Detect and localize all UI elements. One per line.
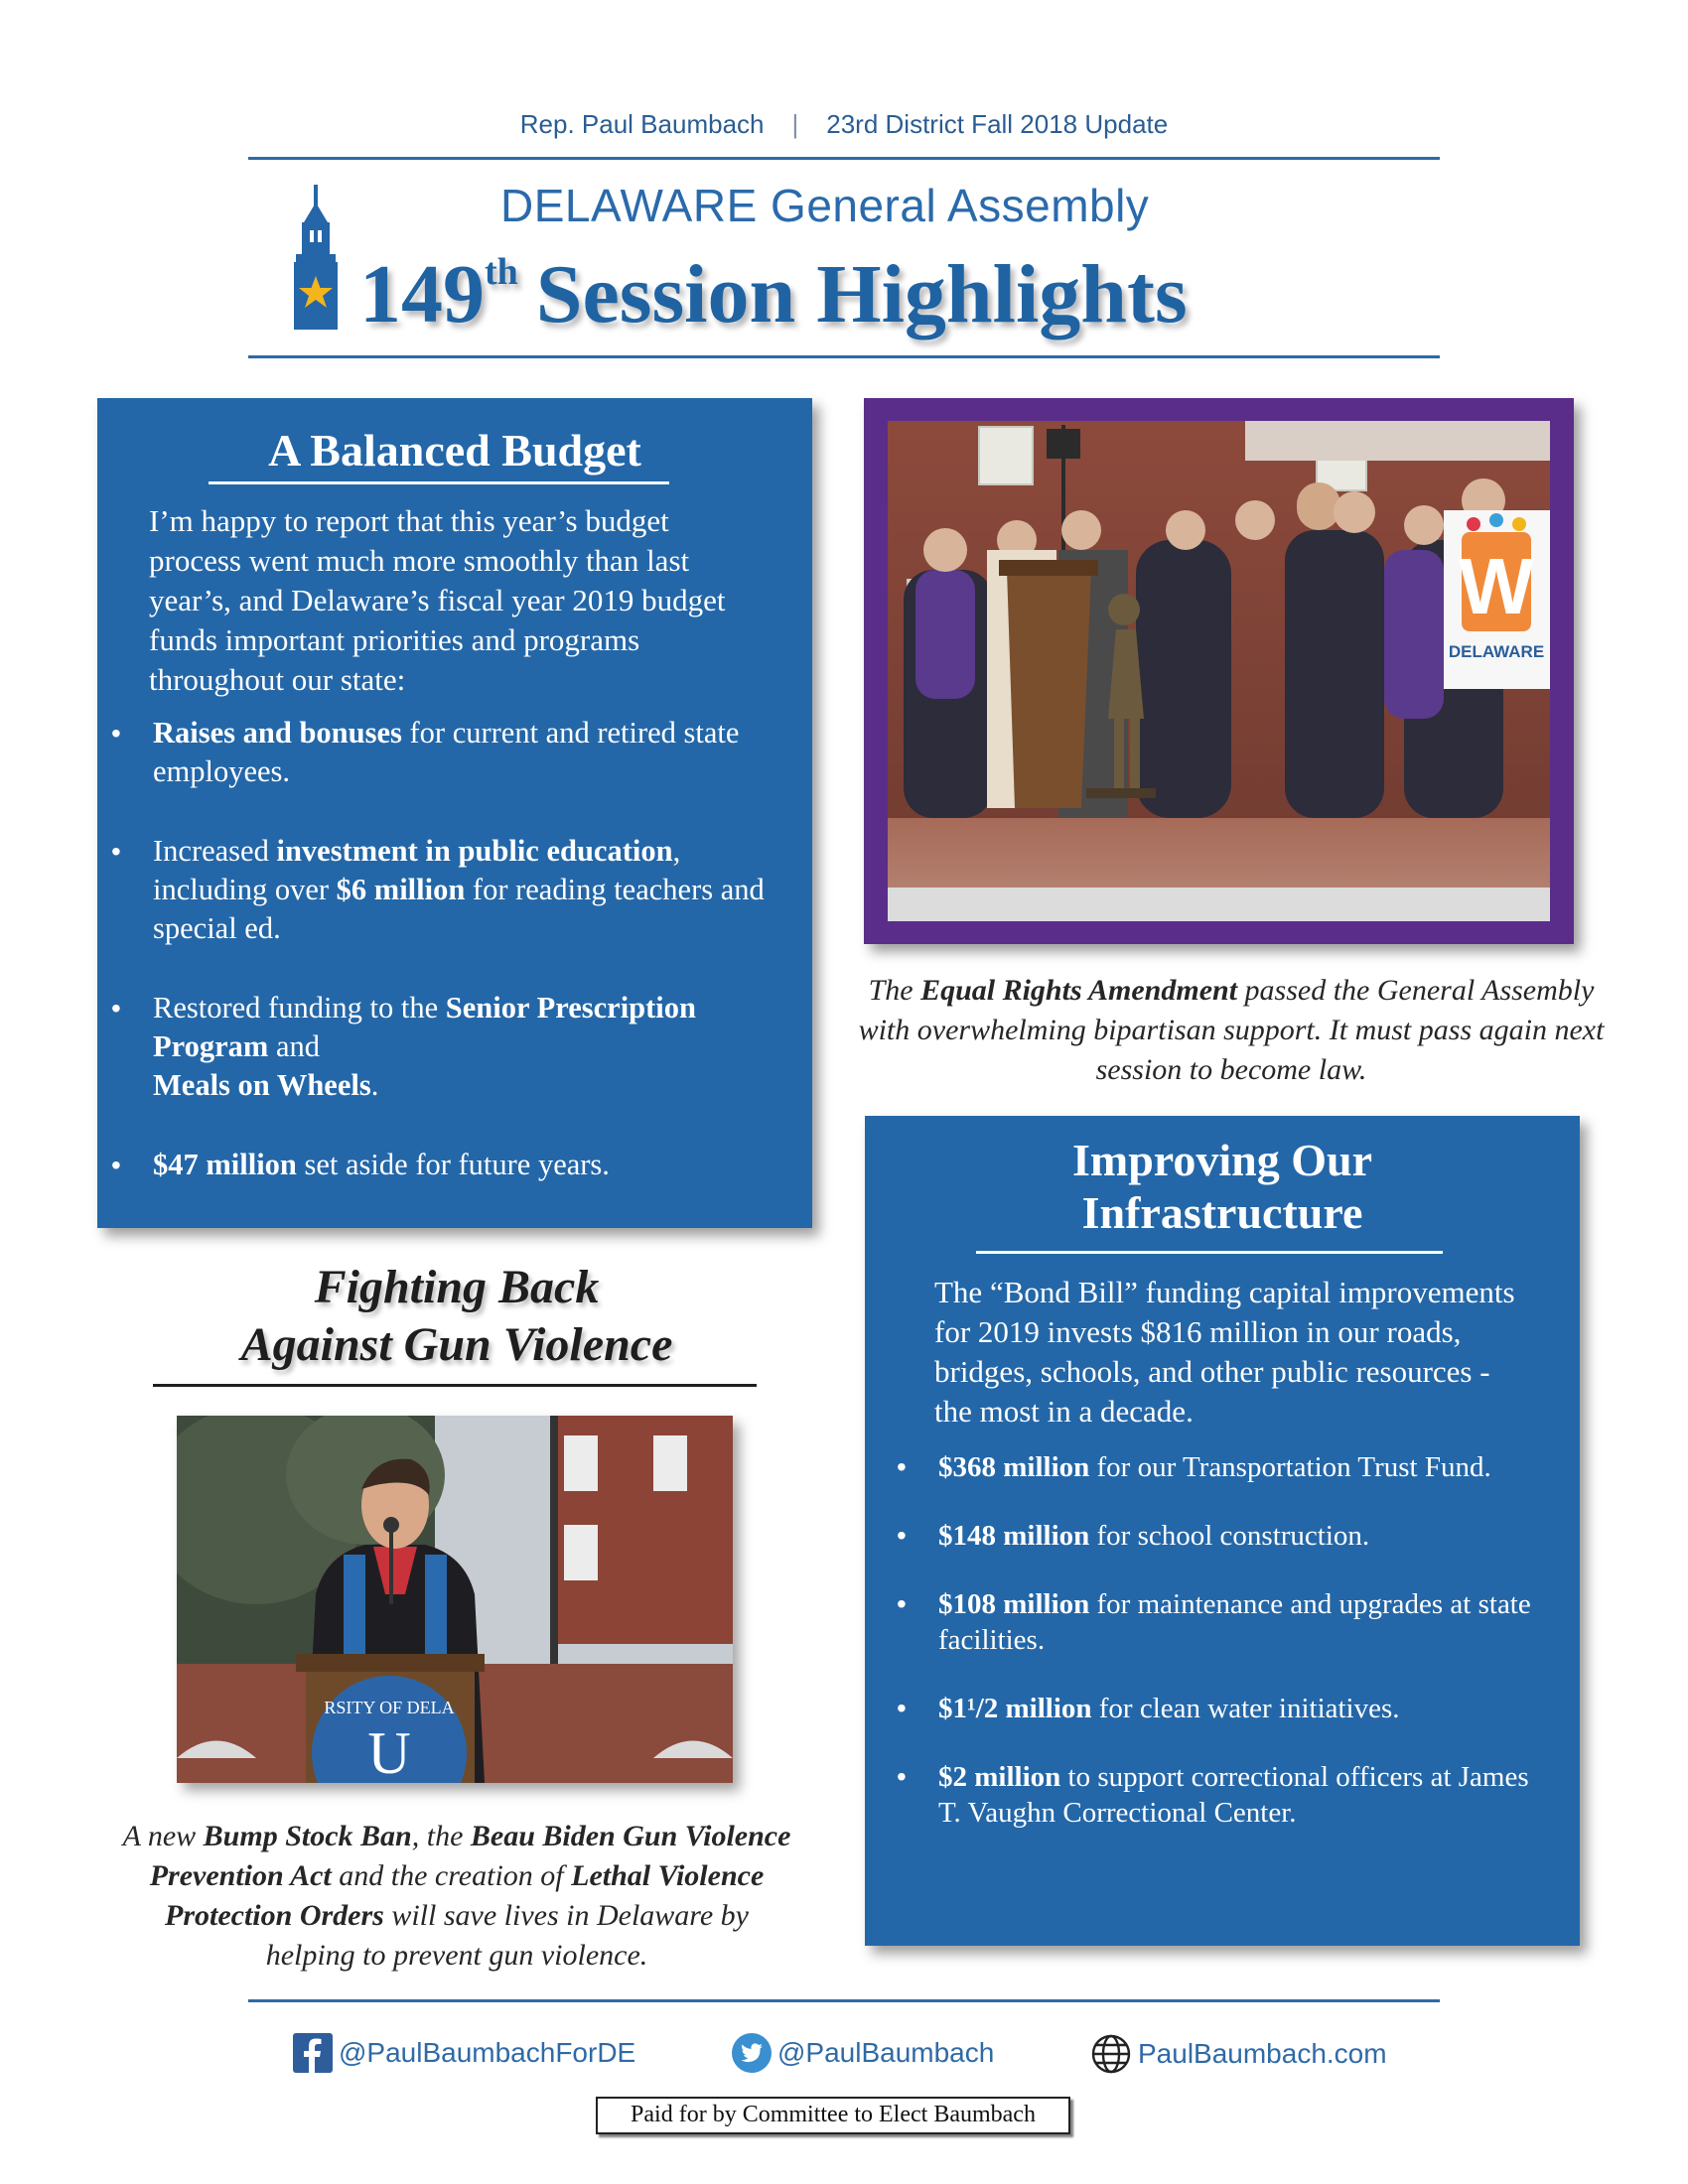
edition-label: 23rd District Fall 2018 Update xyxy=(826,109,1169,139)
session-highlights: Session Highlights xyxy=(535,248,1188,341)
podium-speaker-photo xyxy=(177,1416,733,1783)
era-caption: The Equal Rights Amendment passed the General Assembly with overwhelming bipartisan support. It must pass again next session to become law. xyxy=(858,974,1605,1086)
gun-violence-title: Fighting Back Against Gun Violence xyxy=(240,1261,673,1371)
top-divider xyxy=(248,157,1440,160)
gun-violence-underline xyxy=(153,1384,757,1387)
website-link[interactable] xyxy=(1090,2033,1387,2075)
session-title xyxy=(359,246,1188,342)
era-sign-text: DELAWARE xyxy=(1448,642,1545,661)
list-item: • $148 million for school construction. xyxy=(883,1518,1548,1554)
era-photo-frame xyxy=(864,398,1574,944)
budget-intro: I’m happy to report that this year’s budget process went much more smoothly than last year’s, and Delaware’s fiscal year 2019 budget funds important priorities and programs throughout our state: xyxy=(149,503,726,697)
era-rally-photo xyxy=(888,421,1550,921)
list-item: • $368 million for our Transportation Trust Fund. xyxy=(883,1449,1548,1485)
list-item: • Restored funding to the Senior Prescription Program and Meals on Wheels. xyxy=(97,989,773,1105)
representative-name: Rep. Paul Baumbach xyxy=(519,109,765,139)
session-number: 149 xyxy=(359,248,485,341)
globe-icon xyxy=(1090,2033,1132,2075)
list-item: • $2 million to support correctional officers at James T. Vaughn Correctional Center. xyxy=(883,1759,1548,1831)
twitter-handle: @PaulBaumbach xyxy=(777,2037,995,2068)
title-divider xyxy=(248,355,1440,358)
session-suffix: th xyxy=(485,251,518,293)
list-item: • $47 million set aside for future years. xyxy=(97,1146,773,1184)
infrastructure-section xyxy=(865,1116,1580,1946)
capitol-icon xyxy=(290,185,342,330)
header-line xyxy=(0,109,1688,140)
twitter-link[interactable] xyxy=(732,2033,994,2073)
list-item: • $108 million for maintenance and upgrades at state facilities. xyxy=(883,1586,1548,1658)
twitter-icon xyxy=(732,2033,772,2073)
budget-list xyxy=(97,714,773,1184)
infrastructure-list xyxy=(883,1449,1548,1831)
facebook-handle: @PaulBaumbachForDE xyxy=(339,2037,636,2068)
facebook-icon xyxy=(293,2033,333,2073)
infrastructure-title-underline xyxy=(976,1251,1443,1254)
paid-for-disclaimer: Paid for by Committee to Elect Baumbach xyxy=(596,2097,1070,2134)
header-separator: | xyxy=(791,109,799,139)
infrastructure-intro: The “Bond Bill” funding capital improvements for 2019 invests $816 million in our roads, bridges, schools, and other public resources - the most in a decade. xyxy=(934,1275,1515,1429)
podium-seal-text: RSITY OF DELA xyxy=(324,1698,455,1717)
list-item: • Raises and bonuses for current and retired state employees. xyxy=(97,714,773,791)
list-item: • $1¹/2 million for clean water initiatives. xyxy=(883,1691,1548,1726)
infrastructure-title: Improving Our Infrastructure xyxy=(1071,1135,1373,1239)
assembly-title: DELAWARE General Assembly xyxy=(500,180,1150,231)
budget-title-underline xyxy=(209,481,669,484)
budget-title: A Balanced Budget xyxy=(268,425,641,476)
footer-divider xyxy=(248,1999,1440,2002)
budget-section xyxy=(97,398,812,1228)
list-item: • Increased investment in public education, including over $6 million for reading teachers and special ed. xyxy=(97,832,773,948)
facebook-link[interactable] xyxy=(293,2033,635,2073)
website-url: PaulBaumbach.com xyxy=(1138,2038,1387,2069)
podium-seal-letter: U xyxy=(367,1720,411,1783)
era-sign-letter: W xyxy=(1459,542,1534,630)
gun-violence-caption: A new Bump Stock Ban, the Beau Biden Gun Violence Prevention Act and the creation of Lethal Violence Protection Orders will save lives in Delaware by helping to prevent gun violence. xyxy=(122,1820,791,1972)
